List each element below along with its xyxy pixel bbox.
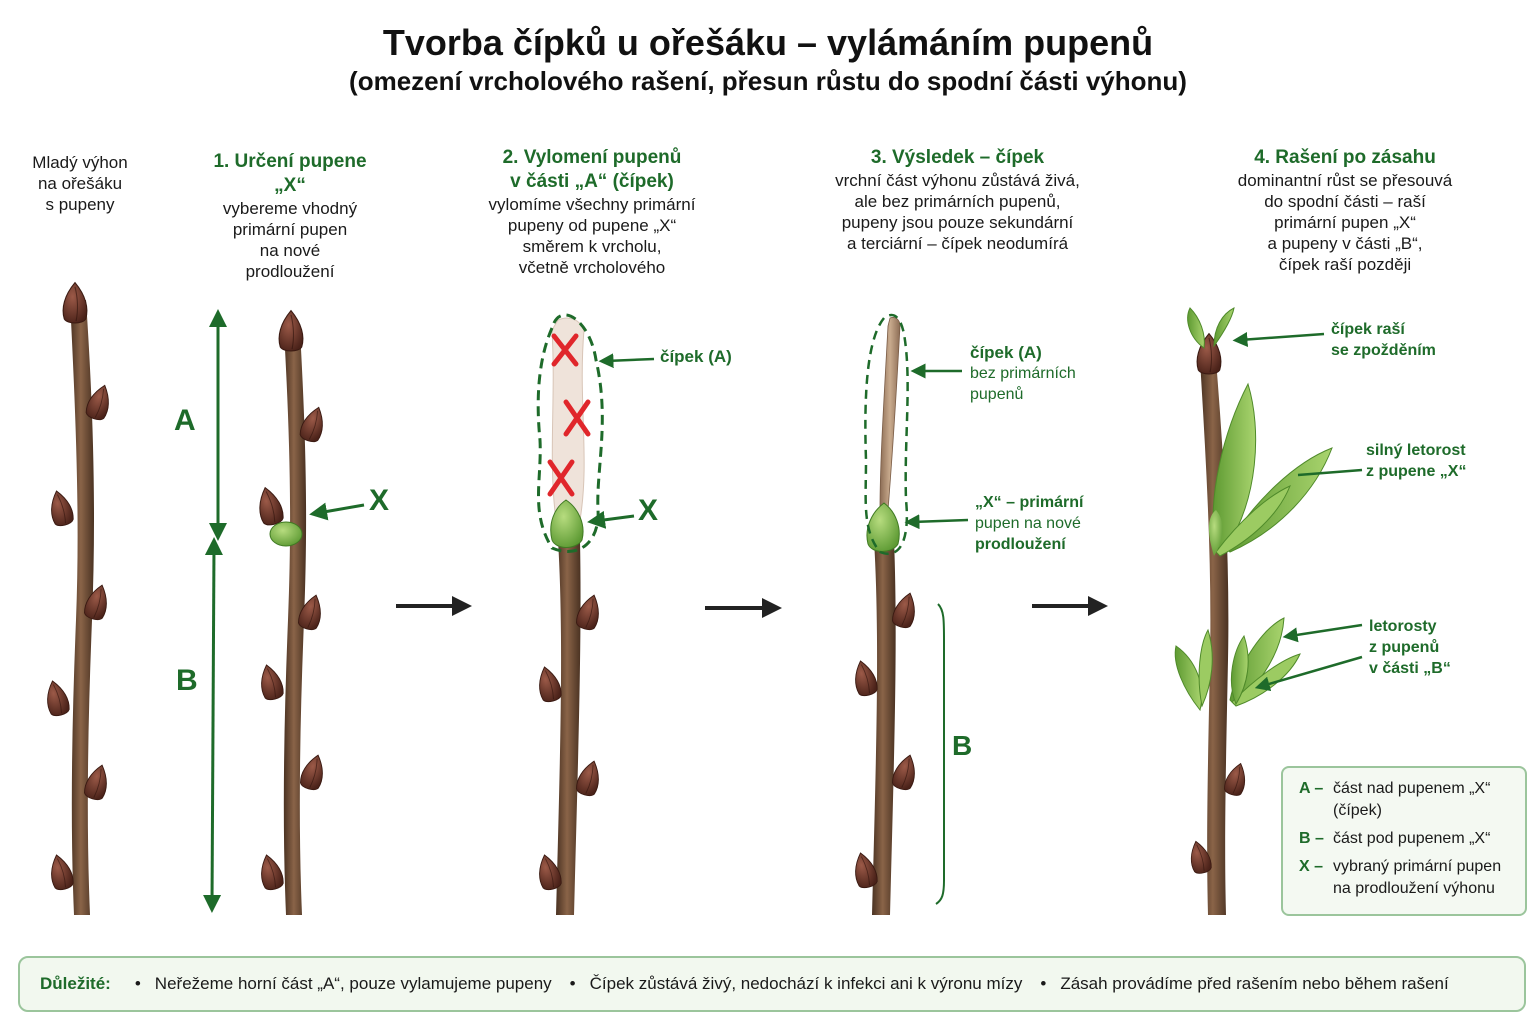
stage2-x-pointer: [596, 516, 634, 521]
col3-line: a terciární – čípek neodumírá: [846, 234, 1069, 253]
stage2-cipek-pointer: [606, 359, 654, 361]
stage3-x-pointer: [912, 520, 968, 522]
stage4-strong-label: [1366, 440, 1466, 482]
stage2-cipek-label: [660, 346, 732, 367]
footer-item: • Zásah provádíme před rašením nebo během rašení: [1040, 974, 1448, 994]
col1-line: vybereme vhodný: [222, 199, 358, 218]
legend-key: B –: [1299, 830, 1324, 847]
important-footer: [18, 956, 1526, 1012]
legend-text-line: část nad pupenem „X“: [1333, 780, 1491, 797]
legend-key: X –: [1299, 858, 1324, 875]
col2-head-line: v části „A“ (čípek): [510, 171, 674, 192]
stage3-shoot: [850, 315, 944, 915]
col2-line: směrem k vrcholu,: [522, 237, 662, 256]
stage4-b-shoots: [1175, 618, 1300, 710]
legend-text: [1333, 778, 1490, 822]
stage4-cipek-label: [1331, 319, 1436, 361]
col4-line: primární pupen „X“: [1274, 213, 1416, 232]
stage4-shoots-pointer: [1290, 625, 1362, 636]
stage1-label-b: B: [176, 664, 198, 697]
stage4-shoots-line: v části „B“: [1369, 660, 1451, 677]
stage4-cipek-pointer: [1240, 334, 1324, 340]
footer-item: • Neřežeme horní část „A“, pouze vylamujeme pupeny: [135, 974, 552, 994]
stage4-strong-line: z pupene „X“: [1366, 463, 1467, 480]
col1-head-line: 1. Určení pupene: [213, 151, 367, 172]
stage1-b-arrow: [212, 546, 214, 904]
legend-key: A –: [1299, 780, 1324, 797]
stage2-label-x: X: [638, 494, 659, 527]
col1-line: prodloužení: [245, 262, 335, 281]
stage2-cipek-text: čípek (A): [660, 347, 732, 366]
stage1-label-a: A: [174, 404, 196, 437]
stage4-shoots-line: letorosty: [1369, 618, 1437, 635]
col3-line: pupeny jsou pouze sekundární: [841, 213, 1074, 232]
stage4-cipek-line: se zpožděním: [1331, 342, 1436, 359]
legend-text: [1333, 856, 1501, 900]
col3-head-line: 3. Výsledek – čípek: [870, 147, 1045, 168]
stage3-cipek-label: [970, 342, 1076, 405]
col4-head-line: 4. Rašení po zásahu: [1254, 147, 1436, 168]
stage2-shoot: [534, 315, 604, 915]
legend-text-line: na prodloužení výhonu: [1333, 880, 1495, 897]
legend-text-line: vybraný primární pupen: [1333, 858, 1502, 875]
stage4-shoots-line: z pupenů: [1369, 639, 1440, 656]
page-subtitle: (omezení vrcholového rašení, přesun růstu do spodní části výhonu): [349, 66, 1187, 96]
col4-line: do spodní části – raší: [1264, 192, 1426, 211]
page-title: Tvorba čípků u ořešáku – vylámáním pupenů: [382, 22, 1154, 63]
stage3-x-label: [975, 492, 1083, 555]
stage3-x-line: „X“ – primární: [975, 494, 1084, 511]
stage1-label-x: X: [369, 484, 390, 517]
stage4-shoots-label: [1369, 616, 1451, 679]
footer-item: • Čípek zůstává živý, nedochází k infekci ani k výronu mízy: [570, 974, 1023, 994]
col2-line: pupeny od pupene „X“: [507, 216, 677, 235]
stage3-cipek-sub: bez primárních: [970, 365, 1076, 382]
stage3-label-b: B: [952, 730, 973, 761]
stage3-x-line: prodloužení: [975, 536, 1066, 553]
stage4-strong-shoot: [1209, 384, 1332, 556]
col2-head-line: 2. Vylomení pupenů: [502, 147, 682, 168]
legend-box: [1281, 766, 1527, 916]
legend-row: [1299, 856, 1515, 900]
col2-line: vylomíme všechny primární: [488, 195, 696, 214]
col1-line: na nové: [259, 241, 321, 260]
col4-line: a pupeny v části „B“,: [1267, 234, 1423, 253]
col1-line: primární pupen: [232, 220, 348, 239]
stage1-x-pointer: [318, 505, 364, 513]
legend-row: [1299, 778, 1515, 822]
col0-line: Mladý výhon: [32, 153, 128, 172]
stage0-shoot: [42, 283, 114, 915]
col2-line: včetně vrcholového: [518, 258, 666, 277]
stage3-cipek-sub: pupenů: [970, 386, 1024, 403]
footer-label: Důležité:: [40, 974, 111, 993]
stage4-cipek-line: čípek raší: [1331, 321, 1405, 338]
stage3-b-bracket: [936, 604, 944, 904]
stage1-shoot: [254, 311, 328, 915]
col3-line: ale bez primárních pupenů,: [854, 192, 1061, 211]
legend-text-line: (čípek): [1333, 802, 1382, 819]
col4-line: čípek raší později: [1278, 255, 1412, 274]
col4-line: dominantní růst se přesouvá: [1237, 171, 1453, 190]
col3-line: vrchní část výhonu zůstává živá,: [835, 171, 1080, 190]
legend-row: [1299, 828, 1515, 850]
col1-head-line: „X“: [274, 175, 306, 196]
col0-line: na ořešáku: [37, 174, 123, 193]
legend-text-line: část pod pupenem „X“: [1333, 830, 1491, 847]
stage4-strong-line: silný letorost: [1366, 442, 1466, 459]
stage3-cipek-title: čípek (A): [970, 343, 1042, 362]
col0-line: s pupeny: [45, 195, 115, 214]
stage3-x-line: pupen na nové: [975, 515, 1081, 532]
stage1-x-bud: [270, 522, 302, 546]
